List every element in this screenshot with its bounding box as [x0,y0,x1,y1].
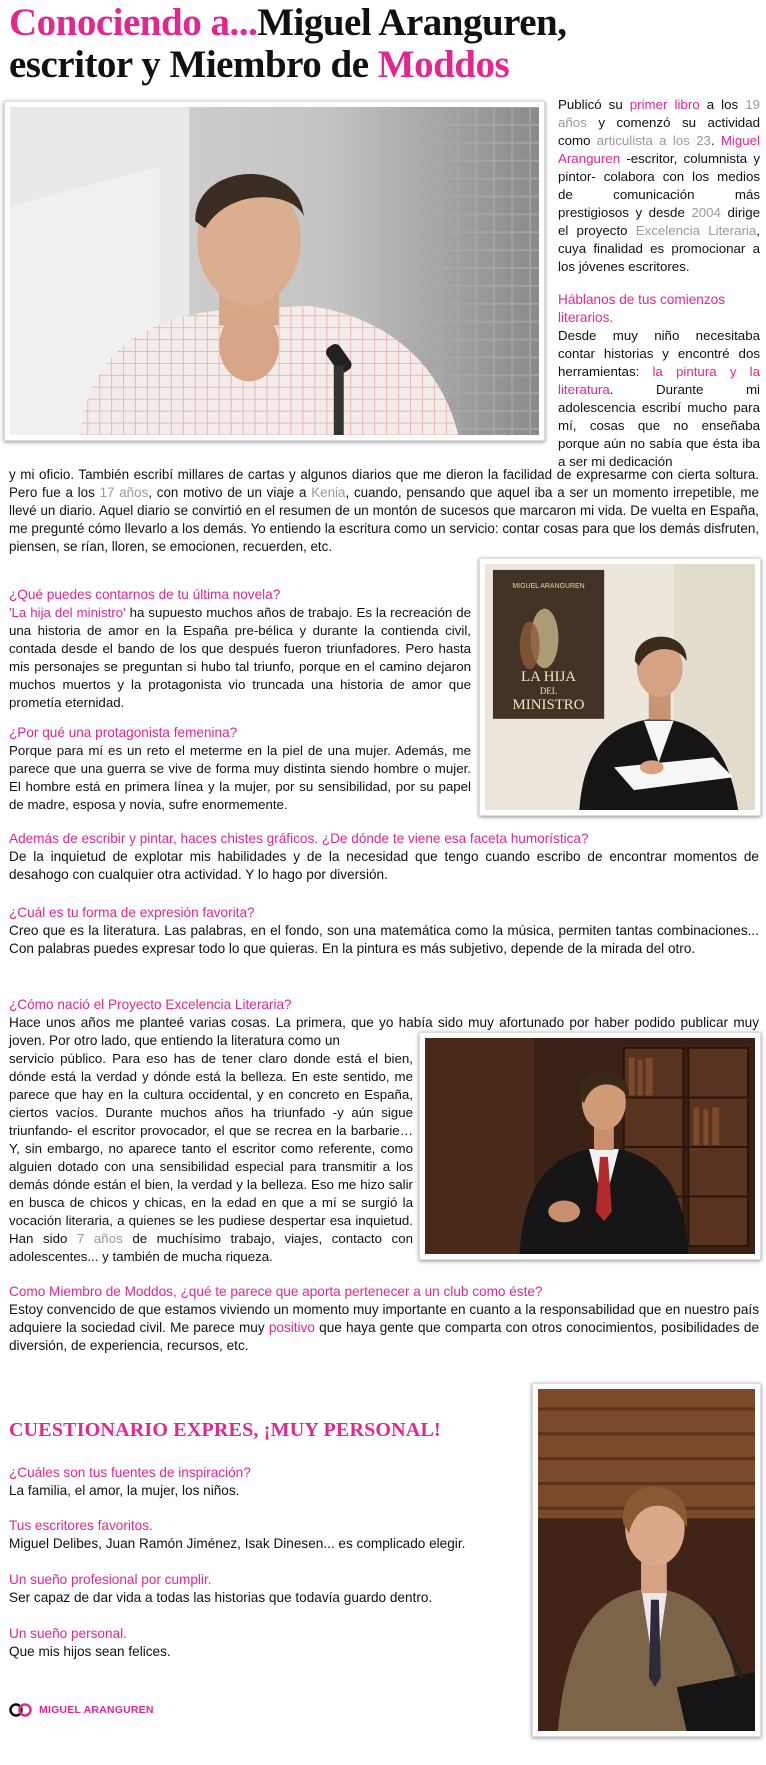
qa-female-protagonist [9,724,471,814]
cover-author: MIGUEL ARANGUREN [512,582,585,590]
cover-title-top: LA HIJA [521,669,577,686]
lectern-portrait-photo [532,1383,761,1737]
question-latest-novel: ¿Qué puedes contarnos de tu última novela? [9,587,281,602]
quiz-item [9,1571,519,1607]
answer-beginnings-side: Desde muy niño necesitaba contar historias y encontré dos herramientas: la pintura y la literatura. Durante mi adolescencia escribí mucho para mí, cosas que no enseñaba porque aún no sabía que ésta iba a ser mi dedicación [558,328,760,469]
quiz-answer: Que mis hijos sean felices. [9,1644,171,1659]
title-role: escritor y Miembro de [9,43,378,86]
answer-excelencia-full: Hace unos años me planteé varias cosas. La primera, que yo había sido muy afortunado por haber podido publicar muy joven. Por otro lado, que entiendo la literatura como un [9,1015,759,1048]
answer-beginnings-full: y mi oficio. También escribí millares de cartas y algunos diarios que me dieron la facilidad de expresarme con cierta soltura. Pero fue a los 17 años, con motivo de un viaje a Kenia, cuando, pensando que aquel iba a ser un momento irrepetible, me llevé un diario. Aquel diario se convirtió en el resumen de un montón de sucesos que marcaron mi vida. De vuelta en España, me pregunté cómo llevarlo a los demás. Yo entiendo la escritura como un servicio: contar cosas para que los demás disfruten, piensen, se rían, lloren, se emocionen, recuerden, etc. [9,467,759,554]
question-beginnings: Háblanos de tus comienzos literarios. [558,292,725,325]
title-brand: Moddos [377,43,510,86]
quiz-question: Un sueño profesional por cumplir. [9,1572,212,1587]
cover-title-bot: MINISTRO [512,696,585,713]
footer-label: MIGUEL ARANGUREN [39,1704,154,1716]
quiz-title: CUESTIONARIO EXPRES, ¡MUY PERSONAL! [9,1419,441,1441]
quiz-question: Tus escritores favoritos. [9,1518,153,1533]
qa-latest-novel [9,586,471,712]
qa-favorite-expression [9,904,759,958]
quiz-answer: Miguel Delibes, Juan Ramón Jiménez, Isak Dinesen... es complicado elegir. [9,1536,466,1551]
answer-humor: De la inquietud de explotar mis habilidades y de la necesidad que tengo cuando escribo de encontrar momentos de desahogo con cualquier otra actividad. Y lo hago por diversión. [9,849,759,882]
question-excelencia-literaria: ¿Cómo nació el Proyecto Excelencia Literaria? [9,997,292,1012]
title-name: Miguel Aranguren, [257,1,567,44]
quiz-question: Un sueño personal. [9,1626,127,1641]
quiz-answer: Ser capaz de dar vida a todas las historias que todavía guardo dentro. [9,1590,433,1605]
library-portrait-photo [419,1032,761,1260]
qa-moddos-club [9,1283,759,1355]
qa-humor [9,830,759,884]
answer-favorite-expression: Creo que es la literatura. Las palabras, en el fondo, son una matemática como la música, permiten tantas combinaciones... Con palabras puedes expresar todo lo que quieras. En la pintura es más subjetivo, depende de la mirada del otro. [9,923,759,956]
title-intro: Conociendo a... [9,1,258,44]
answer-latest-novel: 'La hija del ministro' ha supuesto muchos años de trabajo. Es la recreación de una historia de amor en la España pre-bélica y durante la contienda civil, contada desde el bando de los que después fueron triunfadores. Pero hasta mis personajes se preguntan si hubo tal triunfo, porque en el camino dejaron muchos muertos y la protagonista vio truncada una historia de amor que prometía eternidad. [9,605,471,710]
quiz-answer: La familia, el amor, la mujer, los niños. [9,1483,240,1498]
quiz-question: ¿Cuáles son tus fuentes de inspiración? [9,1465,251,1480]
quiz-item [9,1464,519,1500]
question-favorite-expression: ¿Cuál es tu forma de expresión favorita? [9,905,255,920]
question-humor: Además de escribir y pintar, haces chistes gráficos. ¿De dónde te viene esa faceta humorística? [9,831,589,846]
footer-brand [9,1703,154,1717]
question-moddos-club: Como Miembro de Moddos, ¿qué te parece que aporta pertenecer a un club como éste? [9,1284,543,1299]
page-title [9,2,567,86]
moddos-logo-icon [9,1703,33,1717]
quiz-item [9,1517,519,1553]
qa-beginnings-side [558,291,760,471]
intro-paragraph: Publicó su primer libro a los 19 años y comenzó su actividad como articulista a los 23. Miguel Aranguren -escritor, columnista y pintor- colabora con los medios de comunicación más prestigiosos y desde 2004 dirige el proyecto Excelencia Literaria, cuya finalidad es promocionar a los jóvenes escritores. [558,97,761,274]
cover-title-mid: DEL [539,685,558,696]
book-signing-photo [479,558,761,816]
answer-female-protagonist: Porque para mí es un reto el meterme en la piel de una mujer. Además, me parece que una guerra se vive de forma muy distinta siendo hombre o mujer. El hombre está en primera línea y la mujer, por su sensibilidad, por su papel de madre, esposa y novia, sufre enormemente. [9,743,471,812]
interview-photo [4,101,545,441]
answer-moddos-club: Estoy convencido de que estamos viviendo un momento muy importante en cuanto a la responsabilidad que en nuestro país adquiere la sociedad civil. Me parece muy positivo que haya gente que comparta con otros conocimientos, posibilidades de diversión, de experiencia, recursos, etc. [9,1302,760,1353]
quiz-item [9,1625,519,1661]
answer-excelencia-side: servicio público. Para eso has de tener claro donde está el bien, dónde está la verdad y dónde está la belleza. En este sentido, me parece que hay en la cultura occidental, y en concreto en España, ciertos vacíos. Durante muchos años ha triunfado -y aún sigue triunfando- el escritor provocador, el que se recrea en la barbarie… Y, sin embargo, no aparece tanto el escritor como referente, como alguien dotado con una sensibilidad especial para transmitir a los demás dónde están el bien, la verdad y la belleza. Eso me hizo salir en busca de chicos y chicas, en la edad en que a mí se surgió la vocación literaria, a quienes se les pudiese despertar esa inquietud. Han sido 7 años de muchísimo trabajo, viajes, contacto con adolescentes... y también de mucha riqueza. [9,1051,413,1264]
question-female-protagonist: ¿Por qué una protagonista femenina? [9,725,238,740]
